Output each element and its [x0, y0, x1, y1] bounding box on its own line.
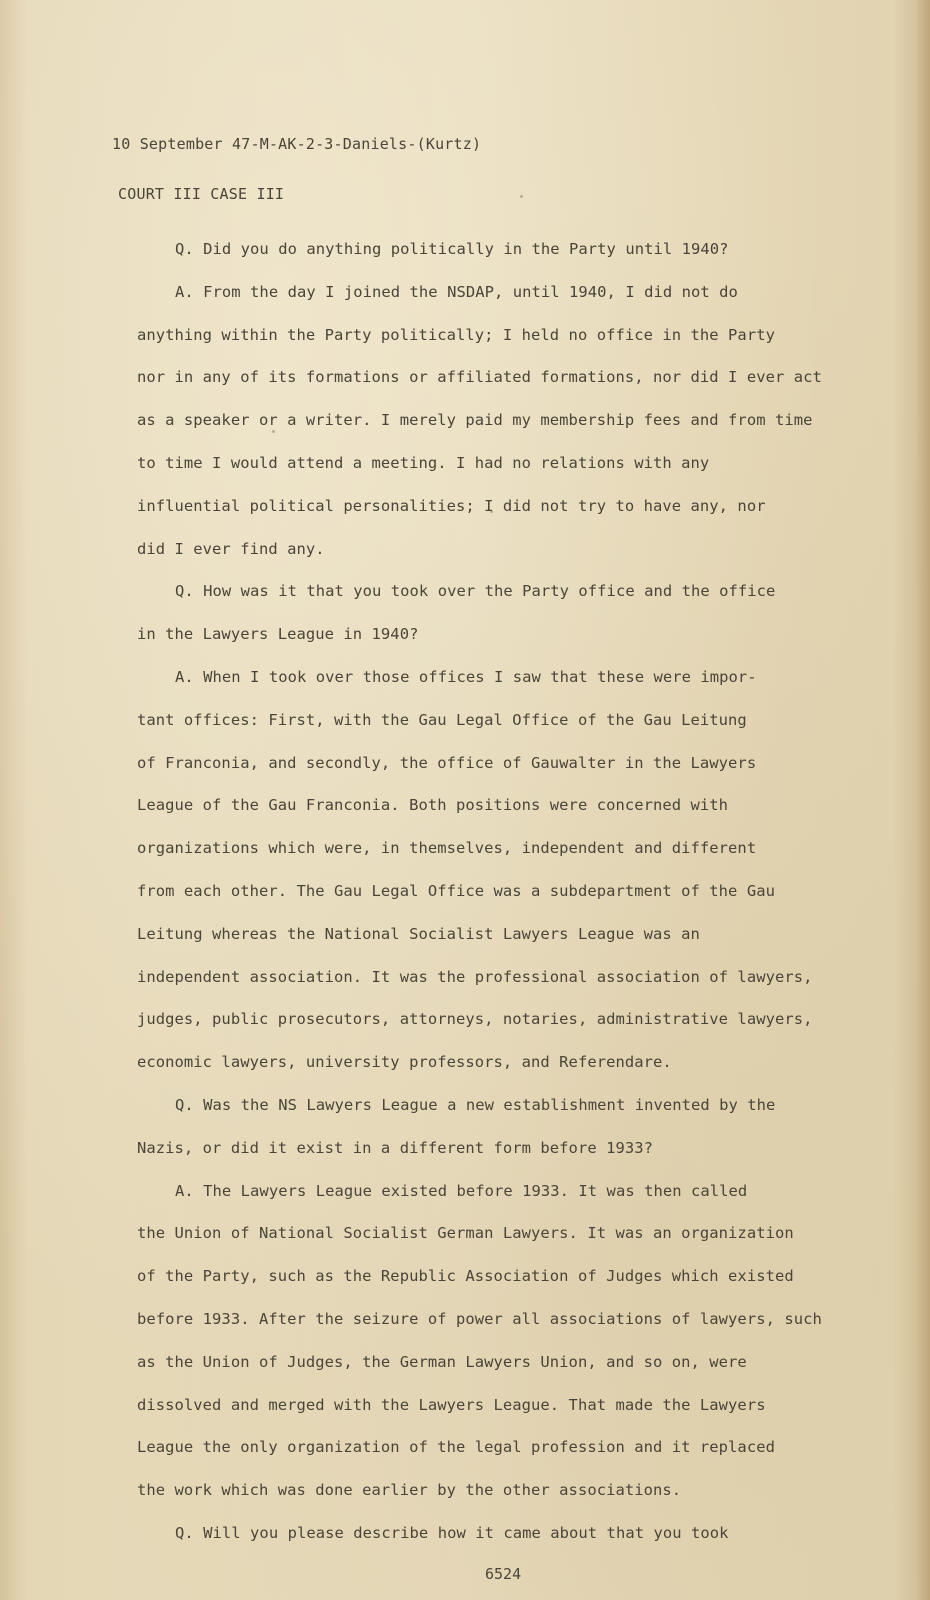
transcript-line: the work which was done earlier by the other associations.	[137, 1481, 682, 1500]
transcript-date-header: 10 September 47-M-AK-2-3-Daniels-(Kurtz)	[112, 135, 482, 153]
transcript-line: influential political personalities; I did not try to have any, nor	[137, 496, 766, 515]
transcript-line: Leitung whereas the National Socialist Lawyers League was an	[137, 924, 700, 943]
paper-speck	[520, 195, 523, 198]
paper-speck	[272, 430, 275, 433]
transcript-line: dissolved and merged with the Lawyers League. That made the Lawyers	[137, 1395, 766, 1414]
transcript-line: Q. Will you please describe how it came about that you took	[175, 1523, 729, 1542]
transcript-body	[137, 228, 897, 1555]
transcript-line: organizations which were, in themselves, independent and different	[137, 839, 757, 858]
transcript-line: economic lawyers, university professors, and Referendare.	[137, 1053, 672, 1072]
transcript-line: judges, public prosecutors, attorneys, notaries, administrative lawyers,	[137, 1010, 813, 1029]
paper-speck	[490, 510, 493, 513]
transcript-line: A. When I took over those offices I saw that these were impor-	[175, 667, 757, 686]
transcript-line: of Franconia, and secondly, the office of Gauwalter in the Lawyers	[137, 753, 757, 772]
transcript-line: tant offices: First, with the Gau Legal Office of the Gau Leitung	[137, 710, 747, 729]
transcript-line: the Union of National Socialist German Lawyers. It was an organization	[137, 1224, 794, 1243]
transcript-line: anything within the Party politically; I held no office in the Party	[137, 325, 775, 344]
transcript-line: Nazis, or did it exist in a different form before 1933?	[137, 1138, 653, 1157]
transcript-line: before 1933. After the seizure of power all associations of lawyers, such	[137, 1309, 822, 1328]
transcript-line: as the Union of Judges, the German Lawyers Union, and so on, were	[137, 1352, 747, 1371]
transcript-line: A. From the day I joined the NSDAP, until 1940, I did not do	[175, 282, 738, 301]
page-edge-shadow	[916, 0, 930, 1600]
transcript-line: nor in any of its formations or affiliated formations, nor did I ever act	[137, 368, 822, 387]
transcript-line: in the Lawyers League in 1940?	[137, 625, 419, 644]
transcript-line: League of the Gau Franconia. Both positions were concerned with	[137, 796, 729, 815]
transcript-line: A. The Lawyers League existed before 1933. It was then called	[175, 1181, 748, 1200]
transcript-line: of the Party, such as the Republic Association of Judges which existed	[137, 1267, 794, 1286]
transcript-line: League the only organization of the legal profession and it replaced	[137, 1438, 775, 1457]
transcript-line: as a speaker or a writer. I merely paid my membership fees and from time	[137, 411, 813, 430]
transcript-line: to time I would attend a meeting. I had no relations with any	[137, 453, 710, 472]
transcript-line: independent association. It was the professional association of lawyers,	[137, 967, 813, 986]
transcript-line: Q. How was it that you took over the Party office and the office	[175, 582, 776, 601]
transcript-line: from each other. The Gau Legal Office was a subdepartment of the Gau	[137, 881, 775, 900]
transcript-line: did I ever find any.	[137, 539, 325, 558]
court-case-header: COURT III CASE III	[118, 185, 285, 203]
page-number: 6524	[485, 1565, 522, 1583]
transcript-line: Q. Was the NS Lawyers League a new establishment invented by the	[175, 1095, 776, 1114]
transcript-line: Q. Did you do anything politically in the Party until 1940?	[175, 240, 729, 258]
